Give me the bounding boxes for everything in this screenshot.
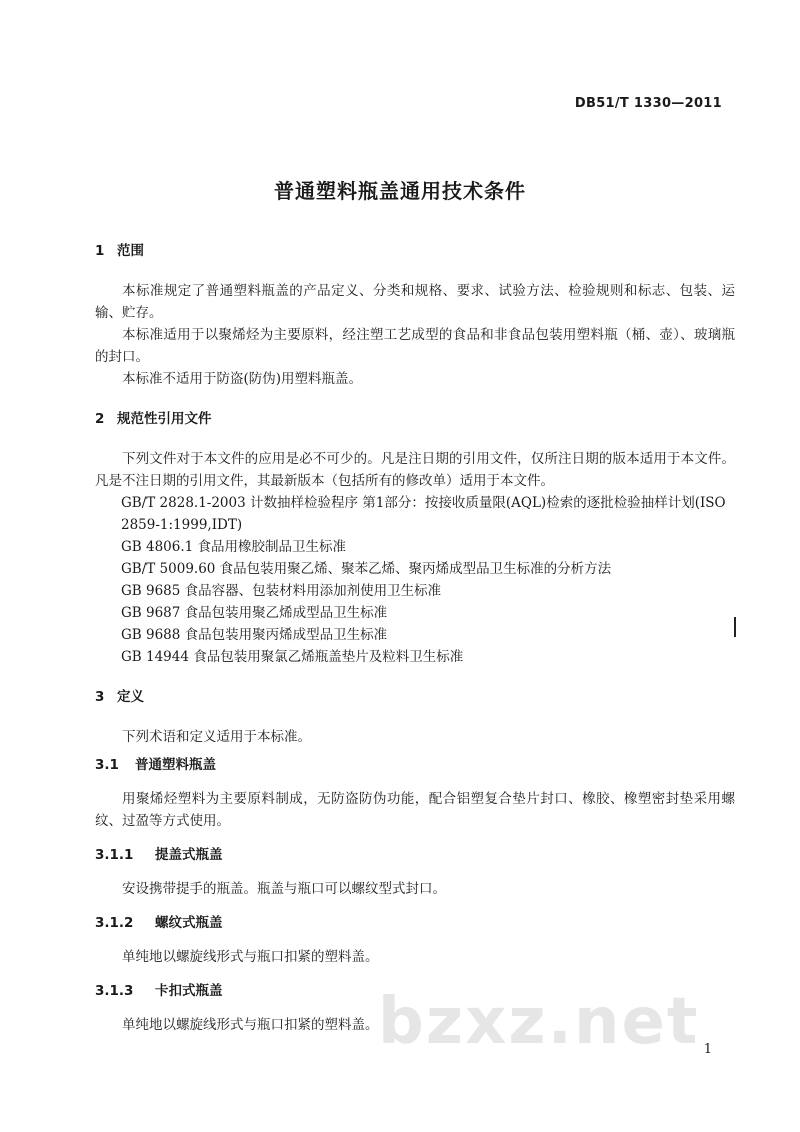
section-number: 3 xyxy=(95,689,105,705)
watermark: bzxz.net xyxy=(378,985,700,1059)
subsection-number: 3.1.3 xyxy=(95,983,134,999)
reference-item: GB 9688 食品包装用聚丙烯成型品卫生标准 xyxy=(121,627,388,643)
section-title: 定义 xyxy=(117,689,144,705)
paragraph: 用聚烯烃塑料为主要原料制成，无防盗防伪功能，配合铝塑复合垫片封口、橡胶、橡塑密封垫采用螺纹、过盈等方式使用。 xyxy=(95,791,735,829)
reference-item: GB/T 2828.1-2003 计数抽样检验程序 第1部分：按接收质量限(AQL)检索的逐批检验抽样计划(ISO 2859-1:1999,IDT) xyxy=(121,495,726,533)
margin-bar xyxy=(734,617,736,637)
reference-item: GB 9685 食品容器、包装材料用添加剂使用卫生标准 xyxy=(121,583,442,599)
section-title: 范围 xyxy=(117,243,144,259)
paragraph: 下列文件对于本文件的应用是必不可少的。凡是注日期的引用文件，仅所注日期的版本适用于本文件。凡是不注日期的引用文件，其最新版本（包括所有的修改单）适用于本文件。 xyxy=(95,451,735,489)
document-body xyxy=(95,240,735,1036)
section-2-heading xyxy=(95,408,735,430)
reference-item: GB/T 5009.60 食品包装用聚乙烯、聚苯乙烯、聚丙烯成型品卫生标准的分析方法 xyxy=(121,561,612,577)
document-title: 普通塑料瓶盖通用技术条件 xyxy=(274,179,526,203)
reference-item: GB 4806.1 食品用橡胶制品卫生标准 xyxy=(121,539,347,555)
paragraph: 本标准不适用于防盗(防伪)用塑料瓶盖。 xyxy=(122,371,363,387)
page-number: 1 xyxy=(703,1042,712,1057)
section-title: 规范性引用文件 xyxy=(117,411,212,427)
section-number: 2 xyxy=(95,411,105,427)
subsection-number: 3.1 xyxy=(95,757,119,773)
paragraph: 本标准规定了普通塑料瓶盖的产品定义、分类和规格、要求、试验方法、检验规则和标志、包装、运输、贮存。 xyxy=(95,283,735,321)
standard-code: DB51/T 1330—2011 xyxy=(574,96,722,111)
subsection-number: 3.1.1 xyxy=(95,847,134,863)
paragraph: 单纯地以螺旋线形式与瓶口扣紧的塑料盖。 xyxy=(122,949,379,965)
subsection-title: 卡扣式瓶盖 xyxy=(155,983,223,999)
subsection-number: 3.1.2 xyxy=(95,915,134,931)
paragraph: 下列术语和定义适用于本标准。 xyxy=(122,729,311,745)
subsection-3-1-heading xyxy=(95,754,735,776)
reference-item: GB 14944 食品包装用聚氯乙烯瓶盖垫片及粒料卫生标准 xyxy=(121,649,464,665)
subsection-title: 螺纹式瓶盖 xyxy=(155,915,223,931)
section-3-heading xyxy=(95,686,735,708)
paragraph: 单纯地以螺旋线形式与瓶口扣紧的塑料盖。 xyxy=(122,1017,379,1033)
paragraph: 安设携带提手的瓶盖。瓶盖与瓶口可以螺纹型式封口。 xyxy=(122,881,446,897)
section-1-heading xyxy=(95,240,735,262)
subsection-3-1-1-heading xyxy=(95,844,735,866)
subsection-title: 提盖式瓶盖 xyxy=(155,847,223,863)
section-number: 1 xyxy=(95,243,105,259)
subsection-3-1-2-heading xyxy=(95,912,735,934)
subsection-title: 普通塑料瓶盖 xyxy=(135,757,216,773)
reference-item: GB 9687 食品包装用聚乙烯成型品卫生标准 xyxy=(121,605,388,621)
paragraph: 本标准适用于以聚烯烃为主要原料，经注塑工艺成型的食品和非食品包装用塑料瓶（桶、壶）、玻璃瓶的封口。 xyxy=(95,327,735,365)
